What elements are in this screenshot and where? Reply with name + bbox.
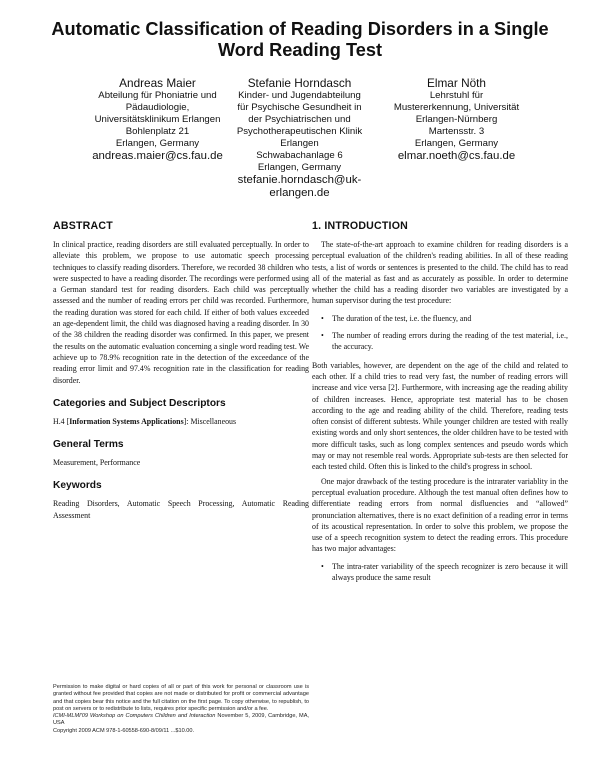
author-affiliation-line: Kinder- und Jugendabteilung — [238, 90, 361, 101]
intro-bullet-list-2 — [312, 561, 568, 584]
introduction-heading: 1. INTRODUCTION — [312, 220, 408, 232]
author-block-2 — [212, 76, 387, 200]
author-email[interactable]: stefanie.horndasch@uk- erlangen.de — [237, 174, 362, 199]
venue-rest: November 5, 2009, Cambridge, MA, USA — [53, 713, 309, 727]
bullet-text: The intra-rater variability of the speech recognizer is zero because it will always produce the same result — [332, 561, 568, 583]
categories-code: H.4 [ — [53, 416, 70, 426]
categories-bold: Information Systems Applications — [69, 416, 184, 426]
left-column — [53, 220, 309, 521]
author-name: Andreas Maier — [119, 76, 196, 90]
venue-italic: ICMI-MLMI'09 Workshop on Computers Children and Interaction — [53, 713, 216, 720]
bullet-item — [321, 313, 568, 324]
general-terms-text: Measurement, Performance — [53, 458, 141, 468]
abstract-heading: ABSTRACT — [53, 220, 113, 232]
author-affiliation-line: Abteilung für Phoniatrie und — [98, 90, 217, 101]
author-email[interactable]: elmar.noeth@cs.fau.de — [397, 150, 516, 162]
author-affiliation-line: Martensstr. 3 — [428, 126, 485, 137]
paper-title: Automatic Classification of Reading Disorders in a Single Word Reading Test — [51, 19, 549, 60]
bullet-icon: • — [321, 313, 324, 323]
intro-paragraph-3: One major drawback of the testing procedure is the intrarater variablity in the perceptual evaluation procedure. Although the test manual often defines how to differentiate reading errors from normal disfluencies and “allowed” pronunciation alternatives, there is no exact definition of a reading error in terms of its acoustical representation. In order to solve this problem, we propose the use of a speech recognition system to detect the reading errors. This procedure has two major advantages: — [312, 476, 568, 554]
author-affiliation-line: Schwabachanlage 6 — [256, 150, 343, 161]
bullet-text: The number of reading errors during the reading of the test material, i.e., the accuracy. — [332, 331, 568, 352]
author-affiliation-line: Universitätsklinikum Erlangen — [94, 114, 221, 125]
author-affiliation-line: Erlangen — [280, 138, 319, 149]
intro-paragraph-2: Both variables, however, are dependent on the age of the child and related to each other. If a child tries to read very fast, the number of reading errors will increase and vice versa [2]. Furthermore, with increasing age the reading ability of children increases. Hence, appropriate test material has to be chosen according to the age and reading ability of the child. Therefore, reading tests often consist of different subtests. While younger children are tested with really existing words and only short sentences, the older children have to be tested with more difficult tasks, such as long complex sentences and pseudo words which may or may not resemble real words. Appropriate sub-tests are then selected for each tested child. Often this is linked to the child's progress in school. — [312, 360, 568, 472]
permission-notice — [53, 684, 309, 735]
categories-rest: ]: Miscellaneous — [183, 416, 237, 426]
author-affiliation-line: Erlangen, Germany — [414, 138, 499, 149]
keywords-heading: Keywords — [53, 480, 102, 492]
bullet-text: The duration of the test, i.e. the fluency, and — [332, 313, 472, 323]
author-affiliation-line: Pädaudiologie, — [125, 102, 190, 113]
author-block-3 — [369, 76, 544, 163]
permission-text: Permission to make digital or hard copies of all or part of this work for personal or classroom use is granted without fee provided that copies are not made or distributed for profit or commercial advantage and that copies bear this notice and the full citation on the first page. To copy otherwise, to republish, to post on servers or to redistribute to lists, requires prior specific permission and/or a fee. — [53, 684, 309, 712]
author-affiliation-line: Mustererkennung, Universität — [393, 102, 520, 113]
author-affiliation-line: für Psychische Gesundheit in — [237, 102, 362, 113]
right-column — [312, 220, 568, 590]
bullet-item — [321, 330, 568, 353]
author-email[interactable]: andreas.maier@cs.fau.de — [92, 150, 223, 162]
author-affiliation-line: Erlangen, Germany — [115, 138, 200, 149]
intro-paragraph-1: The state-of-the-art approach to examine children for reading disorders is a perceptual evaluation of the children's reading abilities. In all of these reading tests, a list of words or sentences is presented to the child. The child has to read all of the material as fast and as accurately as possible. In order to determine whether the child has a reading disorder two variables are investigated by a human supervisor during the test procedure: — [312, 240, 568, 306]
general-terms-heading: General Terms — [53, 439, 124, 451]
author-affiliation-line: der Psychiatrischen und — [248, 114, 351, 125]
copyright-line: Copyright 2009 ACM 978-1-60558-690-8/09/11 ...$10.00. — [53, 727, 195, 734]
categories-heading: Categories and Subject Descriptors — [53, 397, 226, 409]
abstract-text: In clinical practice, reading disorders are still evaluated perceptually. In order to alleviate this problem, we propose to use automatic speech processing techniques to classify reading disorders. Therefore, we recorded 38 children who were suspected to have a reading disorder. The recordings were performed using a German standard test for reading disorders. Each child was perceptually assessed and the number of reading errors per child was recorded. Furthermore, the reading duration was stored for each child. If either of both values exceeded an age-dependent limit, the child was diagnosed having a reading disorder. In 30 of the 38 children the reading disorder was confirmed. In this paper, we present the results on the automatic evaluation concerning a single word reading test. We achieve up to 78.9% recognition rate in the detection of the exceedance of the reading error limit and 97.4% recognition rate in the classification for reading disorder. — [53, 240, 309, 385]
bullet-item — [321, 561, 568, 584]
bullet-icon: • — [321, 331, 324, 341]
author-affiliation-line: Psychotherapeutischen Klinik — [236, 126, 363, 137]
author-affiliation-line: Bohlenplatz 21 — [125, 126, 190, 137]
keywords-text: Reading Disorders, Automatic Speech Processing, Automatic Reading Assessment — [53, 499, 309, 520]
author-name: Elmar Nöth — [426, 76, 486, 90]
author-affiliation-line: Erlangen-Nürnberg — [415, 114, 498, 125]
venue-line — [53, 713, 309, 728]
bullet-icon: • — [321, 561, 324, 571]
author-name: Stefanie Horndasch — [247, 76, 352, 90]
author-affiliation-line: Erlangen, Germany — [257, 162, 342, 173]
author-affiliation-line: Lehrstuhl für — [429, 90, 484, 101]
intro-bullet-list-1 — [312, 313, 568, 353]
categories-text — [53, 416, 309, 427]
